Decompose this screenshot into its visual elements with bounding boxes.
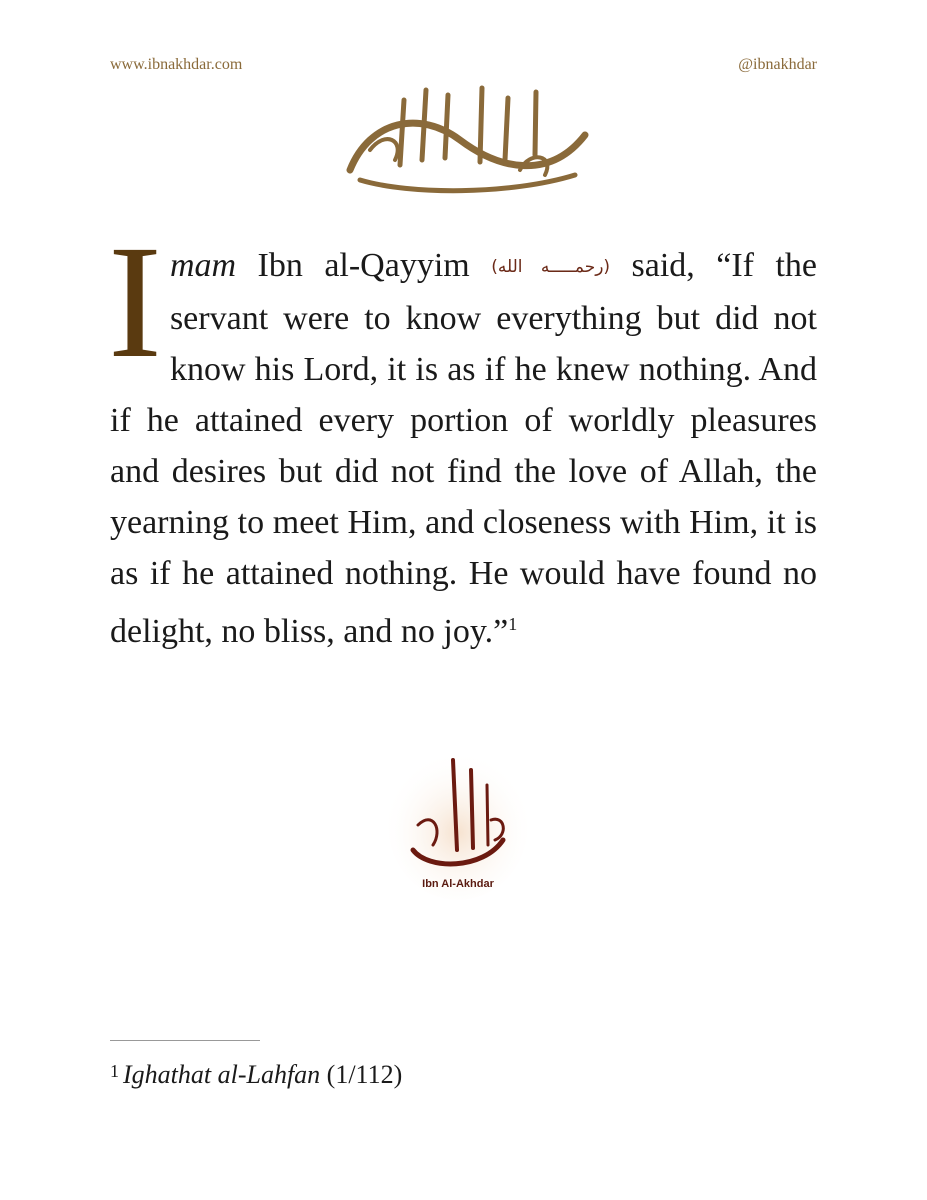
basmala-calligraphy bbox=[330, 80, 600, 200]
footnote-ref: (1/112) bbox=[320, 1060, 403, 1089]
footnote-title: Ighathat al-Lahfan bbox=[123, 1060, 321, 1089]
footnote-divider bbox=[110, 1040, 260, 1041]
drop-cap: I bbox=[108, 213, 162, 392]
footnote-number: 1 bbox=[110, 1061, 119, 1081]
honorific-arabic: (رحمـــــه الله) bbox=[491, 257, 611, 277]
website-url[interactable]: www.ibnakhdar.com bbox=[110, 56, 243, 73]
footnote bbox=[110, 1060, 402, 1090]
quote-paragraph bbox=[108, 213, 818, 657]
quote-lead-italic: mam bbox=[169, 247, 237, 284]
logo-caption: Ibn Al-Akhdar bbox=[422, 878, 494, 890]
footnote-reference[interactable]: 1 bbox=[508, 614, 518, 634]
quote-text: said, “If the servant were to know everything but did not know his Lord, it is as if he knew nothing. And if he attained every portion of worldly pleasures and desires but did not find the love of Allah, the yearning to meet Him, and closeness with Him, it is as if he attained nothing. He would have found no delight, no bliss, and no joy.” bbox=[110, 247, 818, 650]
social-handle[interactable]: @ibnakhdar bbox=[738, 56, 817, 73]
ibn-al-akhdar-logo bbox=[383, 730, 533, 900]
quote-speaker: Ibn al-Qayyim bbox=[236, 247, 492, 284]
